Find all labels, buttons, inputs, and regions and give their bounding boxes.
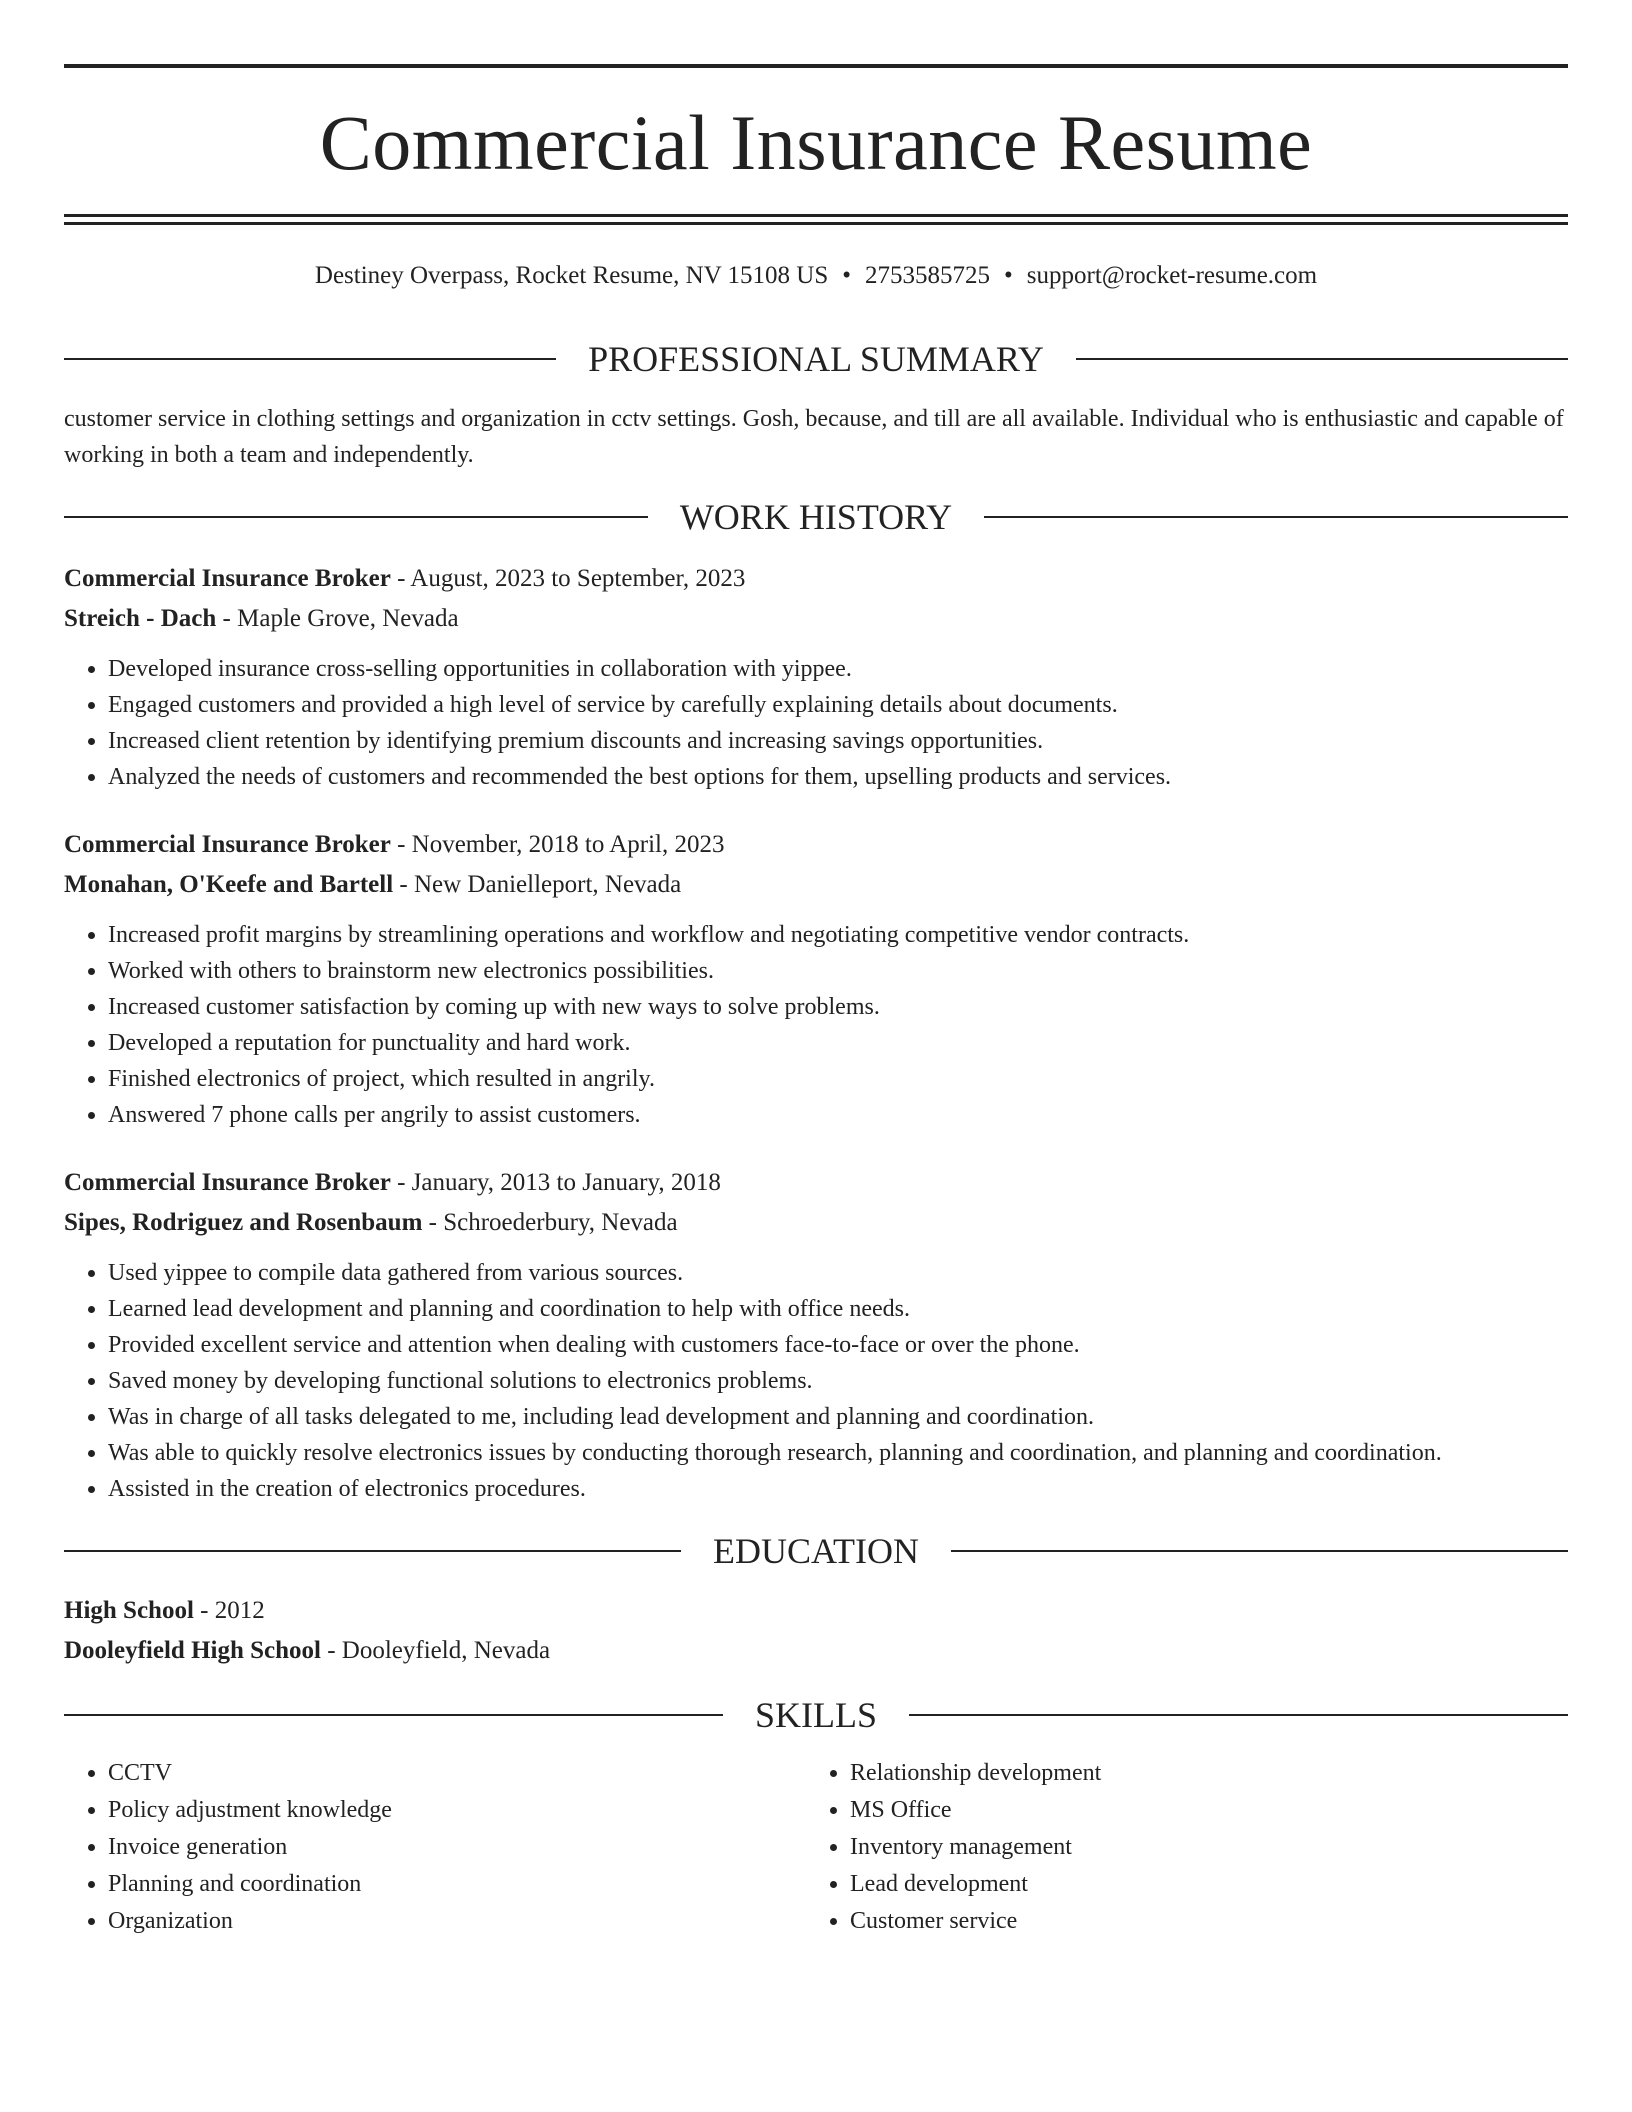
job-entry (64, 825, 1568, 1133)
education-location: - Dooleyfield, Nevada (320, 1637, 551, 1664)
education-entry (64, 1591, 1568, 1671)
contact-address: Destiney Overpass, Rocket Resume, NV 15108 US (314, 262, 829, 289)
skills-grid (64, 1755, 1568, 1940)
job-bullet: • Developed a reputation for punctuality and hard work. (108, 1025, 1568, 1061)
job-bullet: • Was in charge of all tasks delegated to me, including lead development and planning and coordination. (108, 1399, 1568, 1435)
heading-rule-left (64, 358, 556, 360)
education-school: Dooleyfield High School (64, 1637, 321, 1664)
heading-rule-left (64, 1550, 681, 1552)
education-school-line (64, 1631, 1568, 1671)
job-company-line (64, 865, 1568, 905)
title-double-rule (64, 214, 1568, 225)
heading-rule-left (64, 1714, 723, 1716)
job-bullet: • Worked with others to brainstorm new electronics possibilities. (108, 953, 1568, 989)
job-title-line (64, 1163, 1568, 1203)
education-year: - 2012 (193, 1597, 265, 1624)
job-bullet: • Engaged customers and provided a high level of service by carefully explaining details about documents. (108, 687, 1568, 723)
job-dates: - November, 2018 to April, 2023 (390, 831, 725, 858)
job-bullet: • Provided excellent service and attention when dealing with customers face-to-face or over the phone. (108, 1327, 1568, 1363)
job-company: Monahan, O'Keefe and Bartell (64, 871, 394, 898)
job-company: Streich - Dach (64, 605, 217, 632)
job-entry (64, 559, 1568, 795)
job-location: - Schroederbury, Nevada (422, 1209, 678, 1236)
skill-item: • Planning and coordination (108, 1866, 806, 1903)
skills-heading-label: SKILLS (755, 1695, 878, 1735)
contact-phone: 2753585725 (865, 262, 991, 289)
skill-item: • Organization (108, 1903, 806, 1940)
resume-title: Commercial Insurance Resume (319, 99, 1313, 186)
job-bullet: • Increased profit margins by streamlining operations and workflow and negotiating competitive vendor contracts. (108, 917, 1568, 953)
job-bullets (64, 651, 1568, 795)
summary-section-heading (64, 341, 1568, 377)
skill-item: • Invoice generation (108, 1829, 806, 1866)
job-bullet: • Answered 7 phone calls per angrily to assist customers. (108, 1097, 1568, 1133)
job-bullet: • Increased customer satisfaction by coming up with new ways to solve problems. (108, 989, 1568, 1025)
job-bullets (64, 1255, 1568, 1507)
job-company-line (64, 1203, 1568, 1243)
education-degree: High School (64, 1597, 194, 1624)
job-bullets (64, 917, 1568, 1133)
skill-item: • Customer service (850, 1903, 1548, 1940)
job-title: Commercial Insurance Broker (64, 565, 391, 592)
heading-rule-right (909, 1714, 1568, 1716)
skills-column-left (64, 1755, 806, 1940)
skills-section-heading (64, 1697, 1568, 1733)
work-heading-label: WORK HISTORY (679, 497, 953, 537)
job-company-line (64, 599, 1568, 639)
job-bullet: • Was able to quickly resolve electronics issues by conducting thorough research, planning and coordination, and planning and coordination. (108, 1435, 1568, 1471)
education-degree-line (64, 1591, 1568, 1631)
contact-separator: • (1004, 262, 1013, 289)
heading-rule-right (951, 1550, 1568, 1552)
job-bullet: • Used yippee to compile data gathered from various sources. (108, 1255, 1568, 1291)
job-title-line (64, 825, 1568, 865)
skill-item: • Inventory management (850, 1829, 1548, 1866)
job-bullet: • Learned lead development and planning and coordination to help with office needs. (108, 1291, 1568, 1327)
skill-item: • Policy adjustment knowledge (108, 1792, 806, 1829)
summary-text: customer service in clothing settings and organization in cctv settings. Gosh, because, and till are all available. Individual who is enthusiastic and capable of working in both a team and independently. (64, 406, 1564, 468)
contact-separator: • (842, 262, 852, 289)
education-section-heading (64, 1533, 1568, 1569)
job-entry (64, 1163, 1568, 1507)
summary-heading-label: PROFESSIONAL SUMMARY (588, 339, 1044, 379)
job-bullet: • Analyzed the needs of customers and recommended the best options for them, upselling products and services. (108, 759, 1568, 795)
job-title: Commercial Insurance Broker (64, 831, 391, 858)
job-dates: - August, 2023 to September, 2023 (390, 565, 746, 592)
job-bullet: • Developed insurance cross-selling opportunities in collaboration with yippee. (108, 651, 1568, 687)
education-heading-label: EDUCATION (713, 1531, 919, 1571)
job-title: Commercial Insurance Broker (64, 1169, 391, 1196)
job-dates: - January, 2013 to January, 2018 (390, 1169, 721, 1196)
job-location: - Maple Grove, Nevada (216, 605, 459, 632)
job-bullet: • Saved money by developing functional solutions to electronics problems. (108, 1363, 1568, 1399)
contact-email: support@rocket-resume.com (1026, 262, 1318, 289)
job-location: - New Danielleport, Nevada (393, 871, 682, 898)
skills-column-right (806, 1755, 1548, 1940)
skill-item: • Relationship development (850, 1755, 1548, 1792)
heading-rule-right (984, 516, 1568, 518)
skill-item: • CCTV (108, 1755, 806, 1792)
job-company: Sipes, Rodriguez and Rosenbaum (64, 1209, 423, 1236)
top-rule (64, 64, 1568, 68)
job-bullet: • Increased client retention by identifying premium discounts and increasing savings opportunities. (108, 723, 1568, 759)
heading-rule-left (64, 516, 648, 518)
job-title-line (64, 559, 1568, 599)
contact-line (64, 261, 1568, 291)
skill-item: • MS Office (850, 1792, 1548, 1829)
skill-item: • Lead development (850, 1866, 1548, 1903)
work-section-heading (64, 499, 1568, 535)
heading-rule-right (1076, 358, 1568, 360)
job-bullet: • Finished electronics of project, which resulted in angrily. (108, 1061, 1568, 1097)
job-bullet: • Assisted in the creation of electronics procedures. (108, 1471, 1568, 1507)
